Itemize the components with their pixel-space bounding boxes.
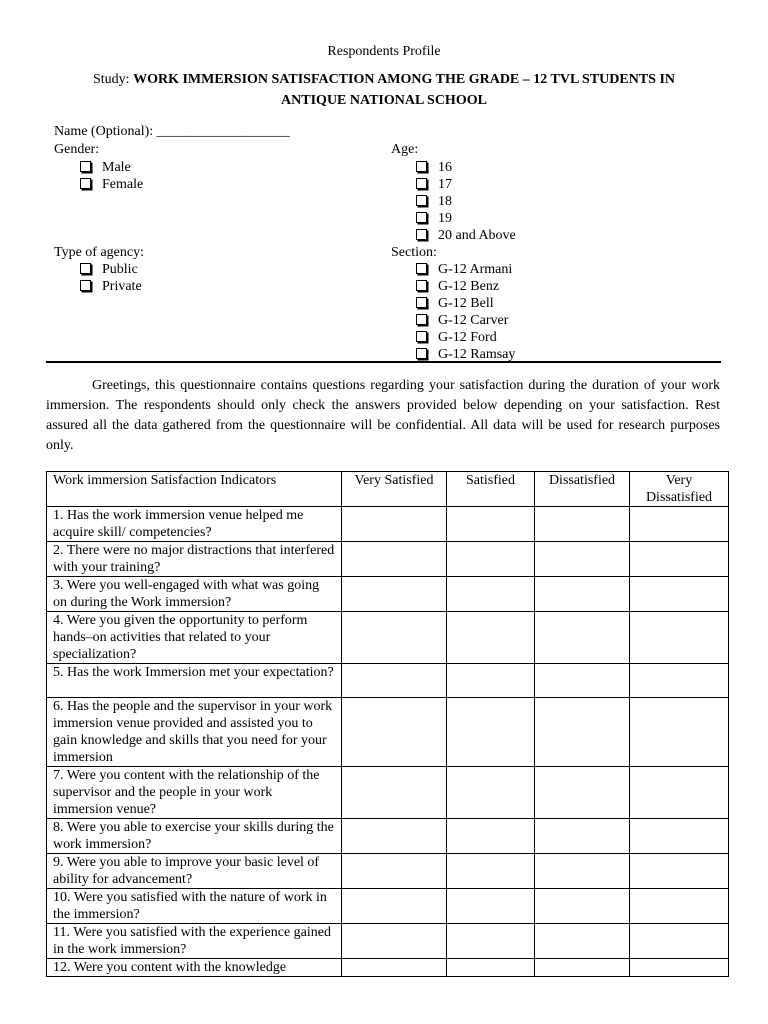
answer-cell-satisfied[interactable]	[447, 889, 535, 924]
study-title	[0, 72, 768, 88]
answer-cell-dissatisfied[interactable]	[535, 819, 630, 854]
checkbox-icon[interactable]	[416, 229, 427, 240]
checkbox-icon[interactable]	[416, 195, 427, 206]
age-option-label: 19	[438, 211, 452, 226]
agency-option-label: Private	[102, 279, 142, 294]
agency-option[interactable]	[80, 278, 142, 295]
checkbox-icon[interactable]	[416, 348, 427, 359]
answer-cell-very-satisfied[interactable]	[342, 507, 447, 542]
answer-cell-dissatisfied[interactable]	[535, 612, 630, 664]
checkbox-icon[interactable]	[80, 161, 91, 172]
gender-option[interactable]	[80, 176, 143, 193]
table-row	[47, 664, 729, 698]
question-cell: 8. Were you able to exercise your skills during the work immersion?	[47, 819, 342, 854]
checkbox-icon[interactable]	[416, 161, 427, 172]
question-cell: 10. Were you satisfied with the nature of work in the immersion?	[47, 889, 342, 924]
checkbox-icon[interactable]	[80, 263, 91, 274]
header-very-satisfied: Very Satisfied	[342, 472, 447, 507]
section-option-label: G-12 Armani	[438, 262, 513, 277]
gender-option[interactable]	[80, 159, 131, 176]
answer-cell-satisfied[interactable]	[447, 767, 535, 819]
satisfaction-table	[46, 471, 729, 977]
answer-cell-very-dissatisfied[interactable]	[630, 542, 729, 577]
age-option-label: 20 and Above	[438, 228, 516, 243]
answer-cell-very-dissatisfied[interactable]	[630, 889, 729, 924]
section-label: Section:	[391, 245, 437, 260]
answer-cell-very-dissatisfied[interactable]	[630, 612, 729, 664]
section-option-label: G-12 Ramsay	[438, 347, 516, 362]
answer-cell-very-dissatisfied[interactable]	[630, 924, 729, 959]
question-cell: 12. Were you content with the knowledge	[47, 959, 342, 977]
answer-cell-very-dissatisfied[interactable]	[630, 819, 729, 854]
checkbox-icon[interactable]	[80, 280, 91, 291]
answer-cell-dissatisfied[interactable]	[535, 698, 630, 767]
checkbox-icon[interactable]	[416, 263, 427, 274]
gender-label: Gender:	[54, 142, 100, 157]
answer-cell-dissatisfied[interactable]	[535, 767, 630, 819]
section-option[interactable]	[416, 278, 499, 295]
checkbox-icon[interactable]	[416, 280, 427, 291]
divider	[46, 361, 721, 363]
age-option[interactable]	[416, 159, 452, 176]
header-indicators: Work immersion Satisfaction Indicators	[47, 472, 342, 507]
age-option-label: 17	[438, 177, 452, 192]
table-row	[47, 959, 729, 977]
answer-cell-very-satisfied[interactable]	[342, 698, 447, 767]
checkbox-icon[interactable]	[416, 297, 427, 308]
age-option-label: 16	[438, 160, 452, 175]
answer-cell-very-satisfied[interactable]	[342, 664, 447, 698]
answer-cell-satisfied[interactable]	[447, 959, 535, 977]
section-option-label: G-12 Bell	[438, 296, 494, 311]
answer-cell-very-satisfied[interactable]	[342, 819, 447, 854]
question-cell: 7. Were you content with the relationship of the supervisor and the people in your work immersion venue?	[47, 767, 342, 819]
table-row	[47, 767, 729, 819]
answer-cell-dissatisfied[interactable]	[535, 507, 630, 542]
answer-cell-very-satisfied[interactable]	[342, 889, 447, 924]
table-body	[47, 507, 729, 977]
section-option-label: G-12 Carver	[438, 313, 509, 328]
checkbox-icon[interactable]	[80, 178, 91, 189]
answer-cell-very-dissatisfied[interactable]	[630, 767, 729, 819]
answer-cell-dissatisfied[interactable]	[535, 577, 630, 612]
answer-cell-satisfied[interactable]	[447, 698, 535, 767]
page-title: Respondents Profile	[327, 44, 441, 59]
answer-cell-dissatisfied[interactable]	[535, 854, 630, 889]
agency-option-label: Public	[102, 262, 138, 277]
answer-cell-very-satisfied[interactable]	[342, 924, 447, 959]
table-row	[47, 612, 729, 664]
question-cell: 4. Were you given the opportunity to perform hands–on activities that related to your specialization?	[47, 612, 342, 664]
checkbox-icon[interactable]	[416, 331, 427, 342]
question-cell: 2. There were no major distractions that interfered with your training?	[47, 542, 342, 577]
section-option-label: G-12 Ford	[438, 330, 497, 345]
answer-cell-dissatisfied[interactable]	[535, 959, 630, 977]
question-cell: 6. Has the people and the supervisor in your work immersion venue provided and assisted you to gain knowledge and skills that you need for your immersion	[47, 698, 342, 767]
answer-cell-very-satisfied[interactable]	[342, 854, 447, 889]
section-option[interactable]	[416, 295, 494, 312]
question-cell: 3. Were you well-engaged with what was going on during the Work immersion?	[47, 577, 342, 612]
age-label: Age:	[391, 142, 419, 157]
answer-cell-dissatisfied[interactable]	[535, 924, 630, 959]
age-option[interactable]	[416, 227, 516, 244]
answer-cell-very-satisfied[interactable]	[342, 612, 447, 664]
answer-cell-very-dissatisfied[interactable]	[630, 698, 729, 767]
answer-cell-very-dissatisfied[interactable]	[630, 577, 729, 612]
answer-cell-very-dissatisfied[interactable]	[630, 507, 729, 542]
question-cell: 9. Were you able to improve your basic level of ability for advancement?	[47, 854, 342, 889]
section-option[interactable]	[416, 261, 512, 278]
answer-cell-satisfied[interactable]	[447, 924, 535, 959]
name-field[interactable]: Name (Optional): ___________________	[54, 124, 290, 139]
agency-option[interactable]	[80, 261, 138, 278]
answer-cell-satisfied[interactable]	[447, 819, 535, 854]
table-row	[47, 924, 729, 959]
checkbox-icon[interactable]	[416, 178, 427, 189]
answer-cell-very-satisfied[interactable]	[342, 959, 447, 977]
header-dissatisfied: Dissatisfied	[535, 472, 630, 507]
table-row	[47, 577, 729, 612]
answer-cell-very-satisfied[interactable]	[342, 542, 447, 577]
intro-text: Greetings, this questionnaire contains questions regarding your satisfaction during the duration of your work immersion. The respondents should only check the answers provided below depending on your satisfaction. Rest assured all the data gathered from the questionnaire will be confidential. All data will be used for research purposes only.	[46, 378, 720, 453]
table-row	[47, 507, 729, 542]
answer-cell-very-dissatisfied[interactable]	[630, 854, 729, 889]
answer-cell-very-satisfied[interactable]	[342, 577, 447, 612]
answer-cell-dissatisfied[interactable]	[535, 889, 630, 924]
table-row	[47, 854, 729, 889]
age-option[interactable]	[416, 193, 452, 210]
agency-label: Type of agency:	[54, 245, 144, 260]
study-prefix: Study:	[92, 72, 130, 87]
age-option[interactable]	[416, 210, 452, 227]
question-cell: 1. Has the work immersion venue helped me acquire skill/ competencies?	[47, 507, 342, 542]
table-row	[47, 889, 729, 924]
checkbox-icon[interactable]	[416, 212, 427, 223]
study-title-line1: WORK IMMERSION SATISFACTION AMONG THE GRADE – 12 TVL STUDENTS IN	[133, 72, 676, 87]
answer-cell-satisfied[interactable]	[447, 664, 535, 698]
answer-cell-dissatisfied[interactable]	[535, 542, 630, 577]
header-very-dissatisfied: Very Dissatisfied	[630, 472, 729, 507]
intro-paragraph	[46, 376, 720, 456]
answer-cell-satisfied[interactable]	[447, 612, 535, 664]
gender-option-label: Male	[102, 160, 131, 175]
answer-cell-satisfied[interactable]	[447, 542, 535, 577]
header-satisfied: Satisfied	[447, 472, 535, 507]
table-row	[47, 698, 729, 767]
answer-cell-dissatisfied[interactable]	[535, 664, 630, 698]
gender-option-label: Female	[102, 177, 144, 192]
answer-cell-satisfied[interactable]	[447, 507, 535, 542]
answer-cell-very-dissatisfied[interactable]	[630, 664, 729, 698]
study-title-line2: ANTIQUE NATIONAL SCHOOL	[281, 93, 487, 108]
age-option[interactable]	[416, 176, 452, 193]
section-option[interactable]	[416, 329, 497, 346]
question-cell: 5. Has the work Immersion met your expectation?	[47, 664, 342, 698]
section-option[interactable]	[416, 312, 508, 329]
section-option-label: G-12 Benz	[438, 279, 500, 294]
table-row	[47, 542, 729, 577]
checkbox-icon[interactable]	[416, 314, 427, 325]
question-cell: 11. Were you satisfied with the experience gained in the work immersion?	[47, 924, 342, 959]
answer-cell-satisfied[interactable]	[447, 854, 535, 889]
answer-cell-very-dissatisfied[interactable]	[630, 959, 729, 977]
table-header-row	[47, 472, 729, 507]
age-option-label: 18	[438, 194, 452, 209]
answer-cell-very-satisfied[interactable]	[342, 767, 447, 819]
answer-cell-satisfied[interactable]	[447, 577, 535, 612]
table-row	[47, 819, 729, 854]
